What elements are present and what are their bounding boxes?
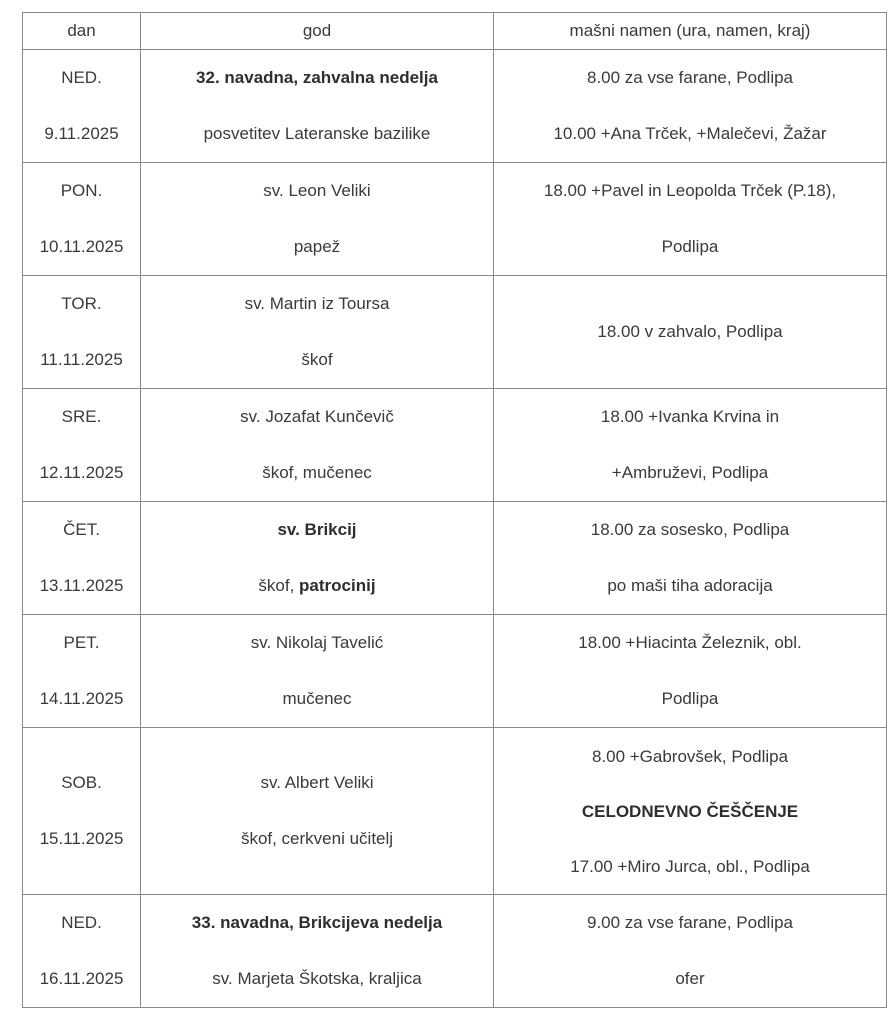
feast-title: 33. navadna, Brikcijeva nedelja — [191, 913, 443, 932]
feast-subtitle: posvetitev Lateranske bazilike — [203, 124, 431, 143]
mass-line: Podlipa — [661, 237, 719, 256]
mass-line: 8.00 +Gabrovšek, Podlipa — [591, 746, 789, 766]
day-cell — [23, 389, 141, 502]
feast-title: sv. Nikolaj Tavelić — [250, 633, 384, 652]
mass-cell — [494, 728, 887, 895]
day-cell — [23, 728, 141, 895]
feast-title: sv. Jozafat Kunčevič — [240, 407, 394, 426]
day-name: TOR. — [61, 294, 102, 313]
day-date: 9.11.2025 — [44, 124, 119, 143]
feast-cell — [141, 728, 494, 895]
table-row — [23, 389, 887, 502]
mass-line: 18.00 +Hiacinta Železnik, obl. — [578, 633, 802, 652]
feast-subtitle: škof — [301, 350, 333, 369]
day-cell — [23, 615, 141, 728]
feast-cell — [141, 50, 494, 163]
day-name: NED. — [61, 68, 102, 87]
adoration-notice: CELODNEVNO ČEŠČENJE — [581, 801, 799, 821]
day-name: ČET. — [63, 520, 100, 539]
header-feast: god — [141, 13, 494, 50]
mass-line: +Ambruževi, Podlipa — [611, 463, 769, 482]
header-day: dan — [23, 13, 141, 50]
table-header-row — [23, 13, 887, 50]
mass-line: po maši tiha adoracija — [607, 576, 773, 595]
day-cell — [23, 276, 141, 389]
mass-cell — [494, 276, 887, 389]
table-row — [23, 728, 887, 895]
mass-line: 17.00 +Miro Jurca, obl., Podlipa — [570, 856, 810, 876]
table-row — [23, 276, 887, 389]
feast-subtitle: papež — [293, 237, 341, 256]
mass-line: 8.00 za vse farane, Podlipa — [586, 68, 794, 87]
mass-cell — [494, 389, 887, 502]
day-name: SOB. — [61, 773, 102, 792]
day-date: 10.11.2025 — [39, 237, 124, 256]
feast-subtitle: sv. Marjeta Škotska, kraljica — [212, 969, 422, 988]
day-cell — [23, 502, 141, 615]
header-mass-intention: mašni namen (ura, namen, kraj) — [494, 13, 887, 50]
mass-cell — [494, 615, 887, 728]
feast-title: sv. Albert Veliki — [260, 773, 374, 792]
day-name: PON. — [60, 181, 103, 200]
mass-line: ofer — [675, 969, 705, 988]
table-row — [23, 50, 887, 163]
day-name: PET. — [63, 633, 100, 652]
day-date: 13.11.2025 — [39, 576, 124, 595]
patrocinij-label: patrocinij — [299, 576, 376, 595]
feast-title: 32. navadna, zahvalna nedelja — [196, 68, 438, 87]
day-name: SRE. — [61, 407, 102, 426]
mass-line: 18.00 za sosesko, Podlipa — [590, 520, 790, 539]
feast-subtitle: mučenec — [282, 689, 352, 708]
feast-cell — [141, 502, 494, 615]
feast-subtitle: škof, cerkveni učitelj — [240, 829, 394, 848]
mass-line: Podlipa — [661, 689, 719, 708]
day-cell — [23, 163, 141, 276]
mass-cell — [494, 163, 887, 276]
feast-subtitle — [258, 558, 375, 614]
feast-cell — [141, 276, 494, 389]
mass-line: 10.00 +Ana Trček, +Malečevi, Žažar — [553, 124, 827, 143]
feast-title: sv. Brikcij — [277, 520, 357, 539]
feast-title: sv. Leon Veliki — [263, 181, 371, 200]
day-date: 14.11.2025 — [39, 689, 124, 708]
table-row — [23, 502, 887, 615]
feast-title: sv. Martin iz Toursa — [244, 294, 390, 313]
mass-cell — [494, 895, 887, 1008]
feast-subtitle: škof, mučenec — [262, 463, 372, 482]
day-date: 11.11.2025 — [40, 350, 123, 369]
table-row — [23, 895, 887, 1008]
day-name: NED. — [61, 913, 102, 932]
mass-line: 18.00 v zahvalo, Podlipa — [597, 322, 783, 341]
feast-cell — [141, 389, 494, 502]
mass-line: 18.00 +Ivanka Krvina in — [600, 407, 780, 426]
mass-schedule-table — [22, 12, 887, 1008]
day-date: 12.11.2025 — [39, 463, 124, 482]
table-row — [23, 615, 887, 728]
table-row — [23, 163, 887, 276]
mass-cell — [494, 50, 887, 163]
mass-line: 9.00 za vse farane, Podlipa — [586, 913, 794, 932]
feast-subtitle-prefix: škof, — [258, 576, 300, 595]
feast-cell — [141, 615, 494, 728]
day-cell — [23, 50, 141, 163]
mass-cell — [494, 502, 887, 615]
day-cell — [23, 895, 141, 1008]
day-date: 15.11.2025 — [39, 829, 124, 848]
mass-line: 18.00 +Pavel in Leopolda Trček (P.18), — [543, 181, 837, 200]
day-date: 16.11.2025 — [39, 969, 124, 988]
feast-cell — [141, 163, 494, 276]
feast-cell — [141, 895, 494, 1008]
